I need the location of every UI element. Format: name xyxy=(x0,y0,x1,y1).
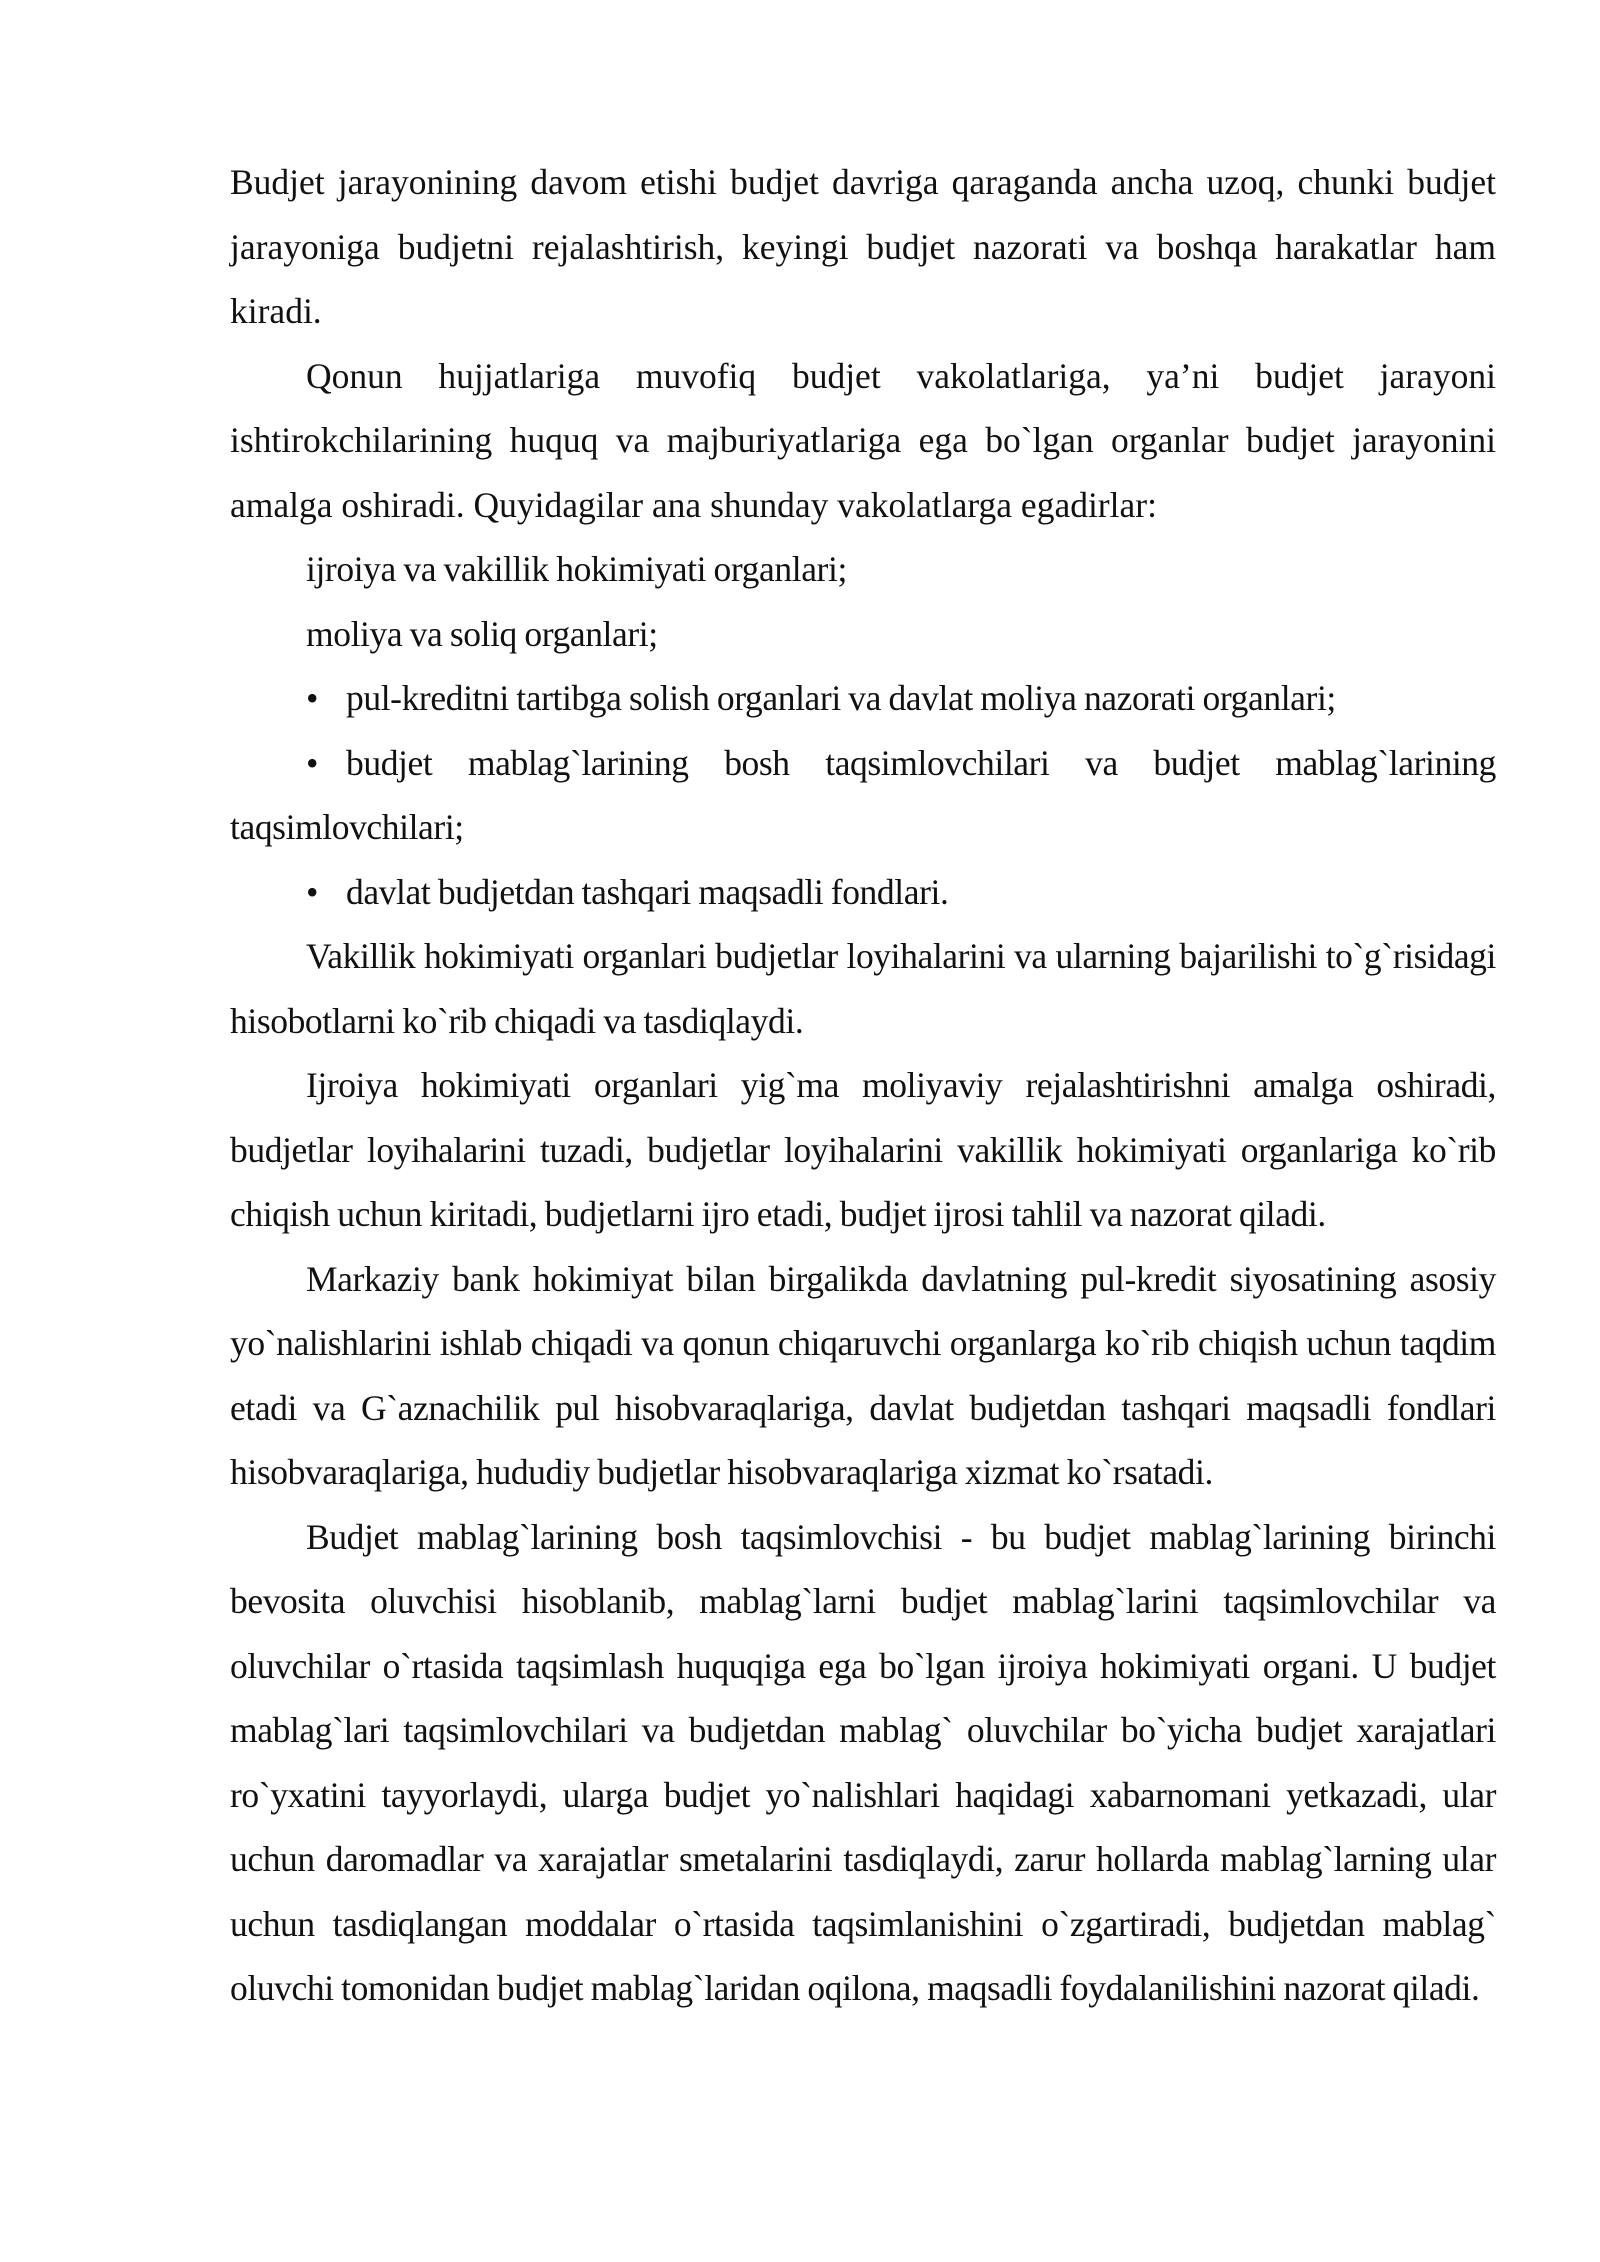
paragraph-executive-bodies: Ijroiya hokimiyati organlari yig`ma moliyaviy rejalashtirishni amalga oshiradi, budjetlar loyihalarini tuzadi, budjetlar loyihalarini vakillik hokimiyati organlariga ko`rib chiqish uchun kiritadi, budjetlarni ijro etadi, budjet ijrosi tahlil va nazorat qiladi. xyxy=(230,1065,1496,1234)
list-item-text: davlat budjetdan tashqari maqsadli fondlari. xyxy=(346,871,949,912)
paragraph-budget-powers: Qonun hujjatlariga muvofiq budjet vakolatlariga, ya’ni budjet jarayoni ishtirokchilarining huquq va majburiyatlariga ega bo`lgan organlar budjet jarayonini amalga oshiradi. Quyidagilar ana shunday vakolatlarga egadirlar: xyxy=(230,355,1496,525)
bullet-icon: • xyxy=(306,742,319,783)
list-item-extrabudgetary-funds xyxy=(230,860,1496,925)
bullet-icon: • xyxy=(306,678,319,718)
paragraph-budget-process-duration: Budjet jarayonining davom etishi budjet davriga qaraganda ancha uzoq, chunki budjet jarayoniga budjetni rejalashtirish, keyingi budjet nazorati va boshqa harakatlar ham kiradi. xyxy=(230,162,1496,331)
list-item-budget-allocators xyxy=(230,731,1496,860)
paragraph-representative-bodies: Vakillik hokimiyati organlari budjetlar loyihalarini va ularning bajarilishi to`g`risidagi hisobotlarni ko`rib chiqadi va tasdiqlaydi. xyxy=(230,936,1496,1041)
list-item-finance-tax: moliya va soliq organlari; xyxy=(306,613,658,654)
document-page xyxy=(230,150,1496,2021)
list-item-text: budjet mablag`larining bosh taqsimlovchilari va budjet mablag`larining taqsimlovchilari; xyxy=(230,742,1496,847)
list-item-text: pul-kreditni tartibga solish organlari va davlat moliya nazorati organlari; xyxy=(346,678,1336,718)
paragraph-central-bank: Markaziy bank hokimiyat bilan birgalikda davlatning pul-kredit siyosatining asosiy yo`nalishlarini ishlab chiqadi va qonun chiqaruvchi organlarga ko`rib chiqish uchun taqdim etadi va G`aznachilik pul hisobvaraqlariga, davlat budjetdan tashqari maqsadli fondlari hisobvaraqlariga, hududiy budjetlar hisobvaraqlariga xizmat ko`rsatadi. xyxy=(230,1258,1496,1492)
list-item-monetary-regulation xyxy=(230,666,1496,731)
paragraph-chief-allocator: Budjet mablag`larining bosh taqsimlovchisi - bu budjet mablag`larining birinchi bevosita oluvchisi hisoblanib, mablag`larni budjet mablag`larini taqsimlovchilar va oluvchilar o`rtasida taqsimlash huquqiga ega bo`lgan ijroiya hokimiyati organi. U budjet mablag`lari taqsimlovchilari va budjetdan mablag` oluvchilar bo`yicha budjet xarajatlari ro`yxatini tayyorlaydi, ularga budjet yo`nalishlari haqidagi xabarnomani yetkazadi, ular uchun daromadlar va xarajatlar smetalarini tasdiqlaydi, zarur hollarda mablag`larning ular uchun tasdiqlangan moddalar o`rtasida taqsimlanishini o`zgartiradi, budjetdan mablag` oluvchi tomonidan budjet mablag`laridan oqilona, maqsadli foydalanilishini nazorat qiladi. xyxy=(230,1516,1496,2008)
list-item-executive-representative: ijroiya va vakillik hokimiyati organlari; xyxy=(306,549,847,589)
bullet-icon: • xyxy=(306,871,319,912)
